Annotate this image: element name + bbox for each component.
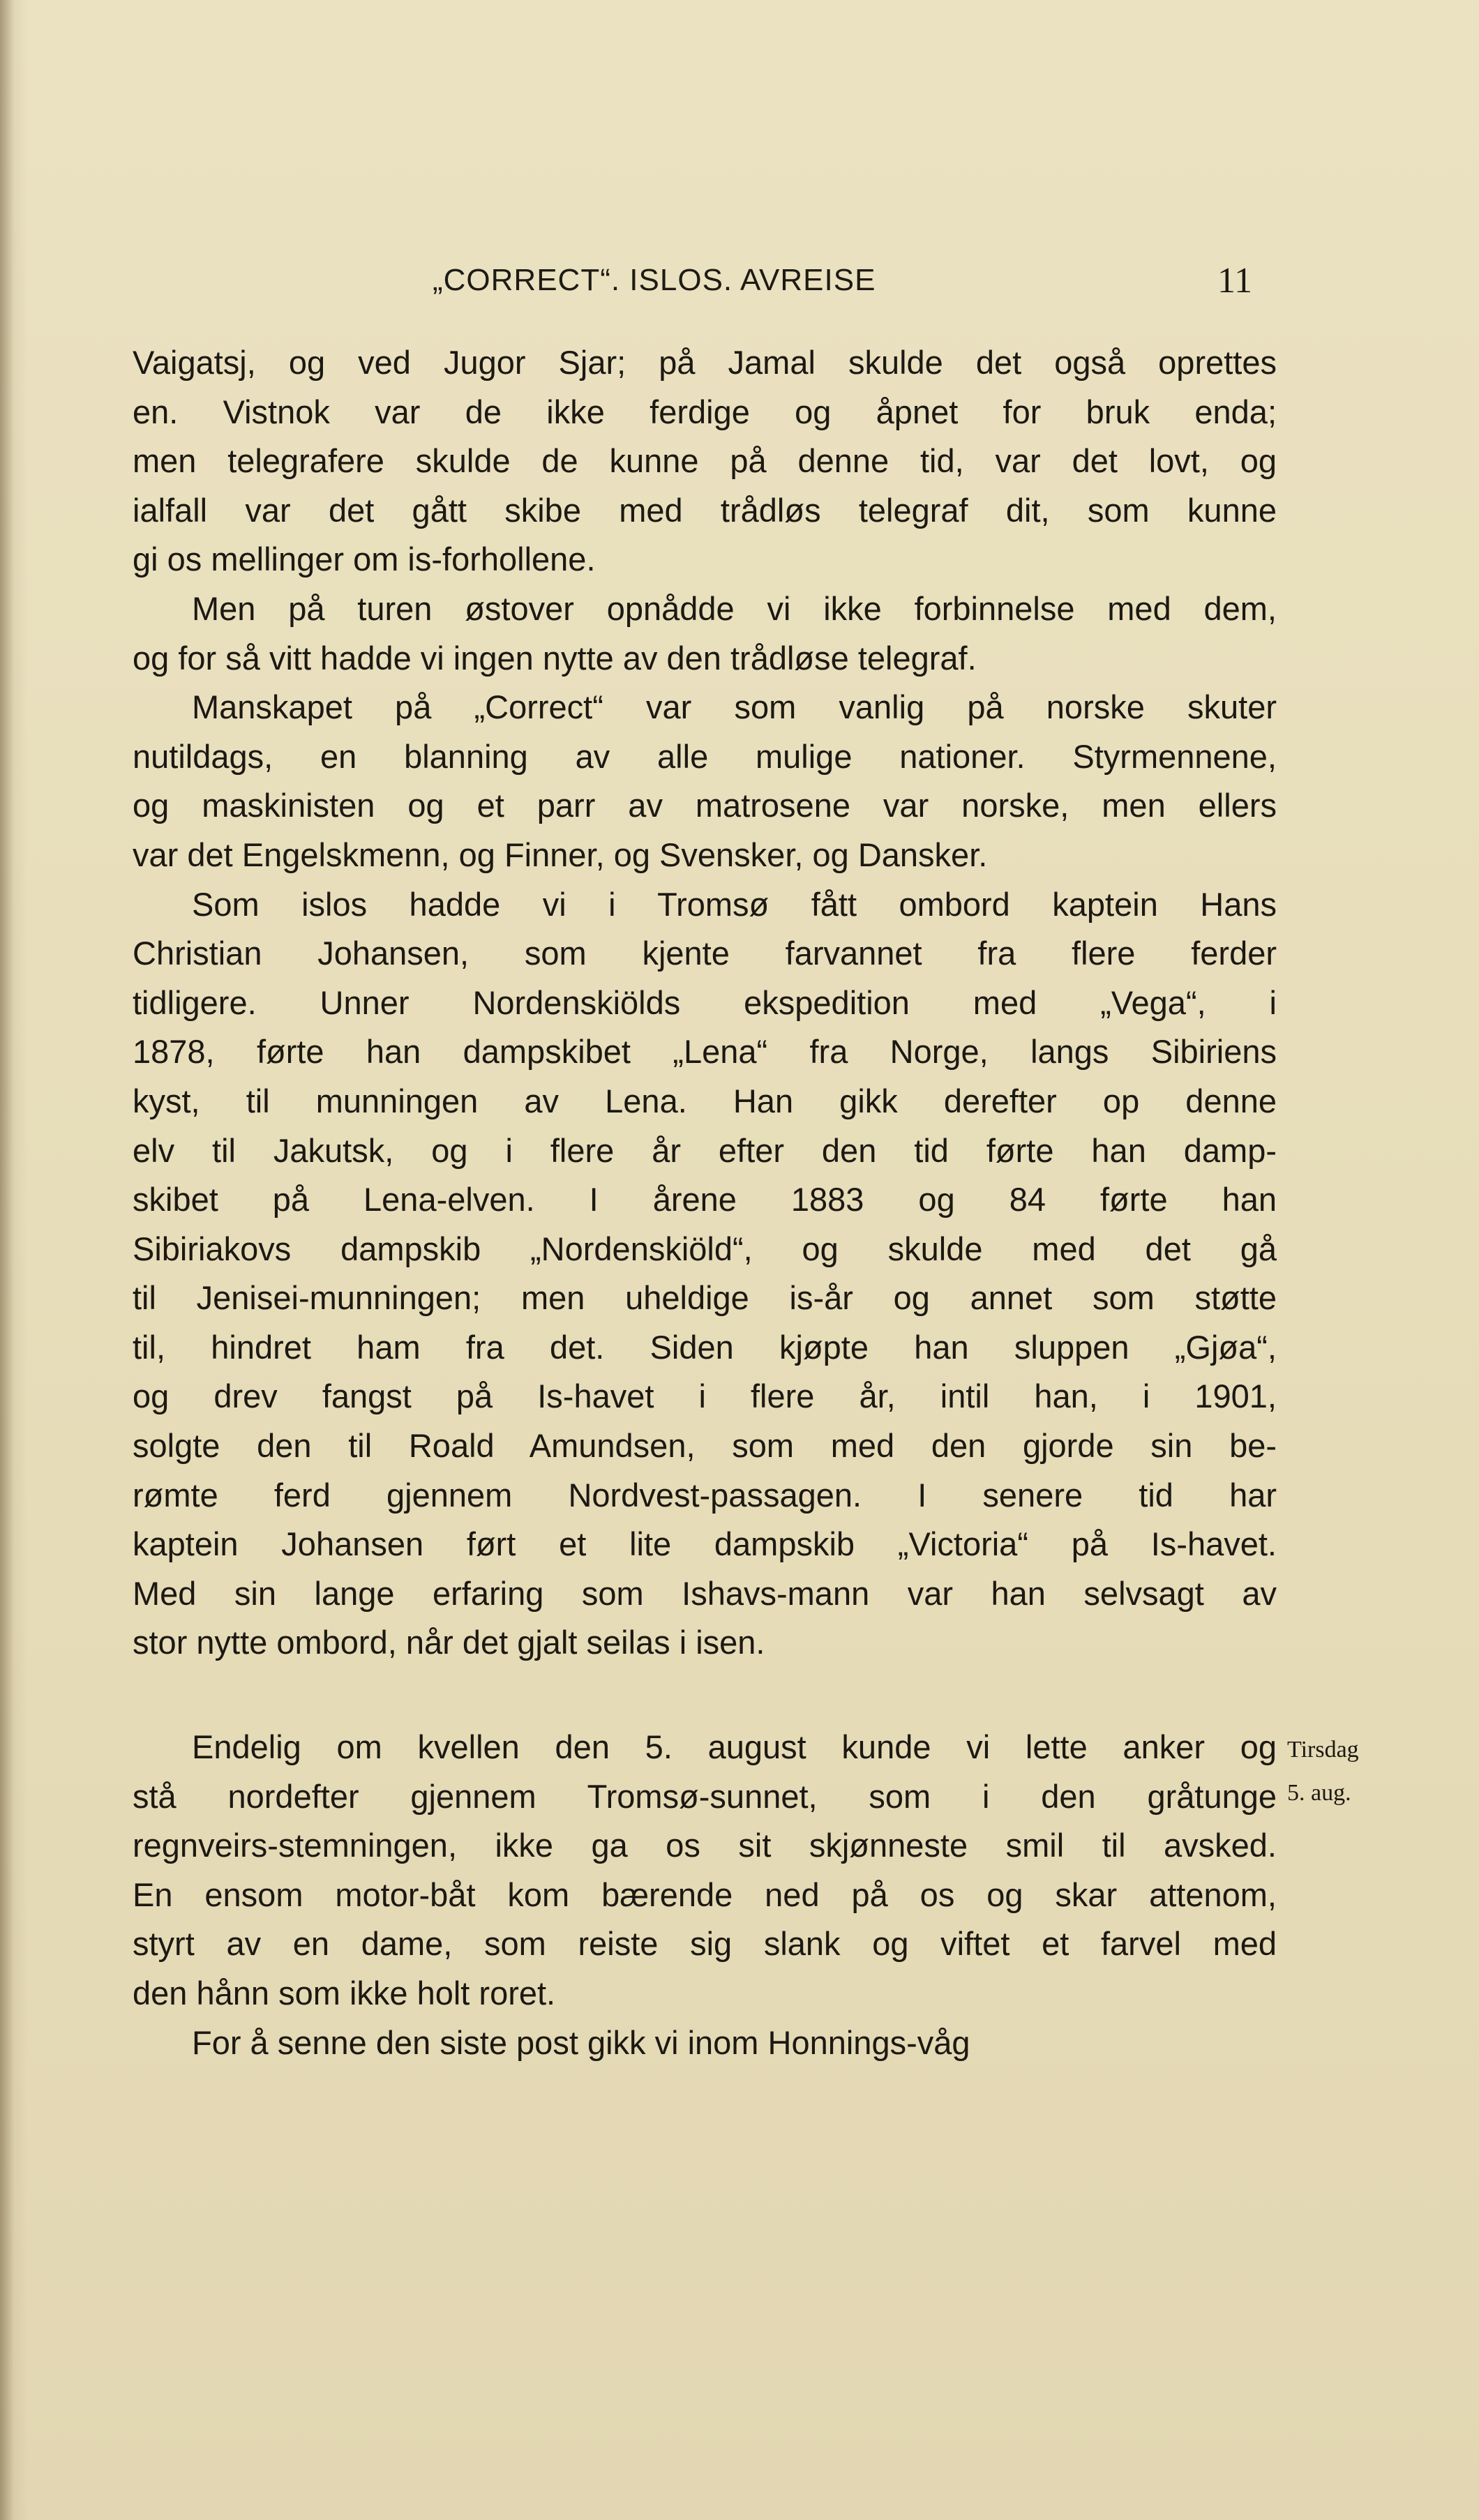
text-line: men telegrafere skulde de kunne på denne tid, var det lovt, og (133, 442, 1277, 480)
margin-day: Tirsdag (1287, 1737, 1359, 1763)
margin-date: 5. aug. (1287, 1780, 1351, 1806)
text-line: regnveirs-stemningen, ikke ga os sit skjønneste smil til avsked. (133, 1827, 1277, 1864)
text-line: og for så vitt hadde vi ingen nytte av den trådløse telegraf. (133, 639, 977, 677)
text-line: stor nytte ombord, når det gjalt seilas i isen. (133, 1624, 765, 1661)
text-line: nutildags, en blanning av alle mulige nationer. Styrmennene, (133, 737, 1277, 775)
text-line: stå nordefter gjennem Tromsø-sunnet, som i den gråtunge (133, 1777, 1277, 1815)
text-line: solgte den til Roald Amundsen, som med den gjorde sin be- (133, 1427, 1277, 1465)
text-line: Med sin lange erfaring som Ishavs-mann var han selvsagt av (133, 1574, 1277, 1612)
page-edge-shadow (0, 0, 14, 2520)
text-line: Manskapet på „Correct“ var som vanlig på norske skuter (192, 688, 1277, 726)
text-line: den hånn som ikke holt roret. (133, 1974, 556, 2012)
text-line: For å senne den siste post gikk vi inom Honnings-våg (192, 2023, 970, 2061)
text-line: og maskinisten og et parr av matrosene var norske, men ellers (133, 787, 1277, 824)
text-line: Endelig om kvellen den 5. august kunde vi lette anker og (192, 1728, 1277, 1765)
text-line: til Jenisei-munningen; men uheldige is-år og annet som støtte (133, 1279, 1277, 1317)
text-line: til, hindret ham fra det. Siden kjøpte han sluppen „Gjøa“, (133, 1328, 1277, 1366)
paragraph-block-1 (133, 338, 1277, 1668)
text-line: var det Engelskmenn, og Finner, og Svensker, og Dansker. (133, 836, 988, 873)
text-line: Sibiriakovs dampskib „Nordenskiöld“, og skulde med det gå (133, 1230, 1277, 1267)
text-line: tidligere. Unner Nordenskiölds ekspedition med „Vega“, i (133, 983, 1277, 1021)
running-title: „CORRECT“. ISLOS. AVREISE (433, 263, 876, 297)
text-line: rømte ferd gjennem Nordvest-passagen. I senere tid har (133, 1476, 1277, 1514)
text-line: Christian Johansen, som kjente farvannet fra flere ferder (133, 935, 1277, 972)
text-line: skibet på Lena-elven. I årene 1883 og 84 førte han (133, 1181, 1277, 1218)
text-line: kyst, til munningen av Lena. Han gikk derefter op denne (133, 1082, 1277, 1119)
text-line: styrt av en dame, som reiste sig slank og viftet et farvel med (133, 1925, 1277, 1963)
text-line: En ensom motor-båt kom bærende ned på os og skar attenom, (133, 1876, 1277, 1913)
paragraph-block-2 (133, 1723, 1277, 2067)
text-line: Som islos hadde vi i Tromsø fått ombord kaptein Hans (192, 885, 1277, 923)
text-line: elv til Jakutsk, og i flere år efter den tid førte han damp- (133, 1131, 1277, 1169)
text-line: og drev fangst på Is-havet i flere år, intil han, i 1901, (133, 1378, 1277, 1415)
text-line: kaptein Johansen ført et lite dampskib „Victoria“ på Is-havet. (133, 1525, 1277, 1563)
text-line: Men på turen østover opnådde vi ikke forbinnelse med dem, (192, 589, 1277, 627)
page-header (0, 255, 1479, 310)
text-line: en. Vistnok var de ikke ferdige og åpnet for bruk enda; (133, 393, 1277, 430)
margin-date-note (1287, 1728, 1359, 1815)
page-number: 11 (1217, 261, 1253, 301)
text-line: gi os mellinger om is-forhollene. (133, 541, 596, 578)
text-line: Vaigatsj, og ved Jugor Sjar; på Jamal skulde det også oprettes (133, 344, 1277, 381)
text-line: 1878, førte han dampskibet „Lena“ fra Norge, langs Sibiriens (133, 1033, 1277, 1071)
text-line: ialfall var det gått skibe med trådløs telegraf dit, som kunne (133, 491, 1277, 529)
